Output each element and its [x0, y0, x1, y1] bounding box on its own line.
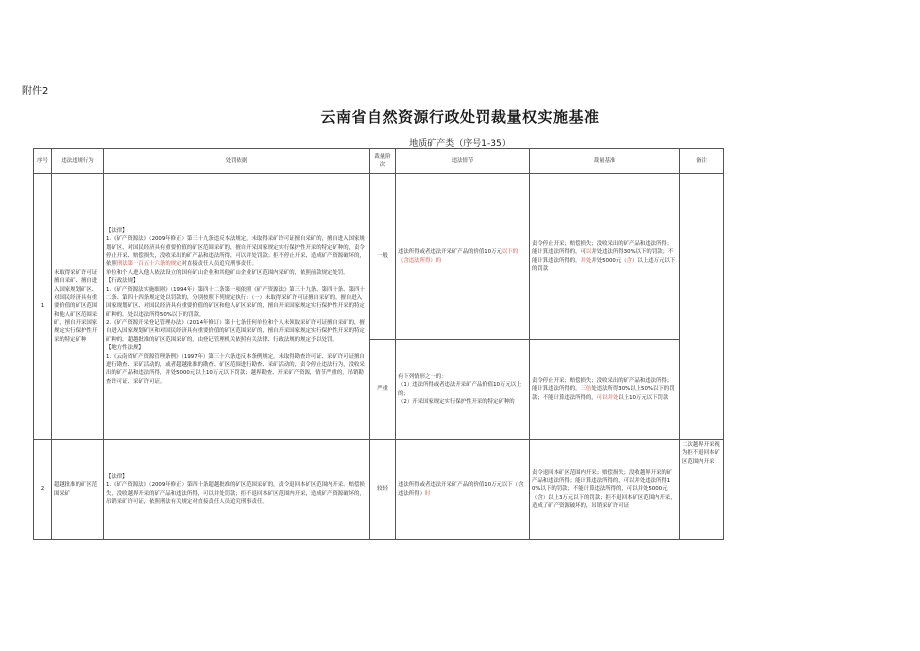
- row2-circumstance: 违法所得或者违法开采矿产品的价值10万元以下（含违法所得）时: [396, 440, 530, 540]
- attachment-label: 附件2: [22, 86, 49, 97]
- header-circumstance: 违法情节: [396, 149, 530, 174]
- basis-local-heading: 【地方性法规】: [106, 345, 144, 352]
- basis-law-text: 1.《矿产资源法》（2009年修正）第三十九条违反本法规定，未取得采矿许可证擅自采矿的，擅自进入国家规划矿区、对国民经济具有重要价值的矿区范围采矿的，擅自开采国家规定实行保护性开采的特定矿种的，责令停止开采、赔偿损失，没收采出的矿产品和违法所得，可以并处罚款；拒不停止开采，造成矿产资源破坏的，依照刑法第一百五十六条的规定对直接责任人员追究刑事责任。: [106, 236, 365, 268]
- row2-level: 较轻: [370, 440, 396, 540]
- row2-note: 二次越界开采视为拒不退回本矿区范围内开采: [680, 440, 724, 540]
- basis-regulation-text-2: 2.《矿产资源开采登记管理办法》（2014年修订）第十七条任何单位和个人未领取采矿许可证擅自采矿的，擅自进入国家规划矿区和对国民经济具有重要价值的矿区范围采矿的，擅自开采国家规定实行保护性开采的特定矿种的，超越批准的矿区范围采矿的，由登记管理机关依照有关法律、行政法规的规定予以处罚。: [106, 320, 365, 343]
- page-title: 云南省自然资源行政处罚裁量权实施基准: [320, 108, 600, 126]
- basis-local-text: 1.《云南省矿产资源管理条例》（1997年）第三十六条违反本条例规定，未取得勘查许可证、采矿许可证擅自进行勘查、采矿活动的，或者超越批准的勘查、矿区范围进行勘查、采矿活动的，责令停止违法行为，没收采出的矿产品和违法所得，并处5000元以上10万元以下罚款；越界勘查、开采矿产资源，情节严重的，吊销勘查许可证、采矿许可证。: [106, 353, 365, 385]
- basis-regulation-text: 1.《矿产资源法实施细则》（1994年）第四十二条第一项依照《矿产资源法》第三十九条、第四十条、第四十二条、第四十四条规定处以罚款的，分别按照下列规定执行：（一）未取得采矿许可证擅自采矿的，擅自进入国家规划矿区、对国民经济具有重要价值的矿区和他人矿区采矿的，擅自开采国家规定实行保护性开采的特定矿种的，处以违法所得50%以下的罚款。: [106, 286, 365, 318]
- row1-note: [680, 174, 724, 440]
- row1-level-general: 一般: [370, 174, 396, 340]
- row2-basis-heading: 【法律】: [106, 473, 128, 480]
- row1-standard-general: 责令停止开采；赔偿损失；没收采出的矿产品和违法所得；能计算违法所得的，可以并处违法所得30%以下的罚款；不能计算违法所得的，并处并处5000元（含）以上违万元以下的罚款: [530, 174, 680, 340]
- page-subtitle: 地质矿产类（序号1-35）: [409, 139, 511, 149]
- row1-seq: 1: [34, 174, 52, 440]
- row1-basis: [104, 174, 370, 440]
- row2-violation: 超越批准的矿区范围采矿: [52, 440, 104, 540]
- row1-standard-serious: 责令停止开采；赔偿损失；没收采出的矿产品和违法所得；能计算违法所得的，三倍处违法所得30%以上50%以下的罚款；不能计算违法所得的，可以并处以上10万元以下罚款: [530, 340, 680, 440]
- row1-violation: 未取得采矿许可证擅自采矿、擅自进入国家规划矿区、对国民经济具有重要价值的矿区范围和他人矿区范围采矿，擅自开采国家规定实行保护性开采的特定矿种: [52, 174, 104, 440]
- row1-circumstance-general: 违法所得或者违法开采矿产品的价值10万元以下的（含违法所得）的: [396, 174, 530, 340]
- table-row: [34, 174, 724, 340]
- basis-red-ref: 刑法第一百五十六条的规定: [116, 261, 182, 268]
- table-row: [34, 440, 724, 540]
- basis-law-heading: 【法律】: [106, 227, 128, 234]
- row2-seq: 2: [34, 440, 52, 540]
- header-level: 裁量阶次: [370, 149, 396, 174]
- header-standard: 裁量基准: [530, 149, 680, 174]
- table-header-row: [34, 149, 724, 174]
- row2-basis: [104, 440, 370, 540]
- header-note: 备注: [680, 149, 724, 174]
- basis-regulation-heading: 【行政法规】: [106, 278, 139, 285]
- row2-basis-text: 1.《矿产资源法》（2009年修正）第四十条超越批准的矿区范围采矿的，责令退回本矿区范围内开采、赔偿损失，没收越界开采的矿产品和违法所得，可以并处罚款；拒不退回本矿区范围内开采，造成矿产资源破坏的，吊销采矿许可证，依照刑法有关规定对直接责任人员追究刑事责任。: [106, 482, 365, 505]
- header-basis: 处罚依据: [104, 149, 370, 174]
- penalty-table: [33, 148, 724, 540]
- header-violation: 违法违规行为: [52, 149, 104, 174]
- row1-circumstance-serious: 有下列情形之一的： （1）违法所得或者违法开采矿产品价值10万元以上的； （2）开采国家规定实行保护性开采的特定矿种的: [396, 340, 530, 440]
- basis-law-text-2: 单位和个人进入他人依法设立的国有矿山企业和其他矿山企业矿区范围内采矿的，依照前款规定处罚。: [106, 269, 349, 276]
- row1-level-serious: 严重: [370, 340, 396, 440]
- row2-standard: 责令退回本矿区范围内开采；赔偿损失；没收越界开采的矿产品和违法所得；能计算违法所得的，可以并处违法所得10%以下的罚款；不能计算违法所得的，可以并处5000元（含）以上3万元以下的罚款；拒不退回本矿区范围内开采，造成了矿产资源破坏的，吊销采矿许可证: [530, 440, 680, 540]
- header-seq: 序号: [34, 149, 52, 174]
